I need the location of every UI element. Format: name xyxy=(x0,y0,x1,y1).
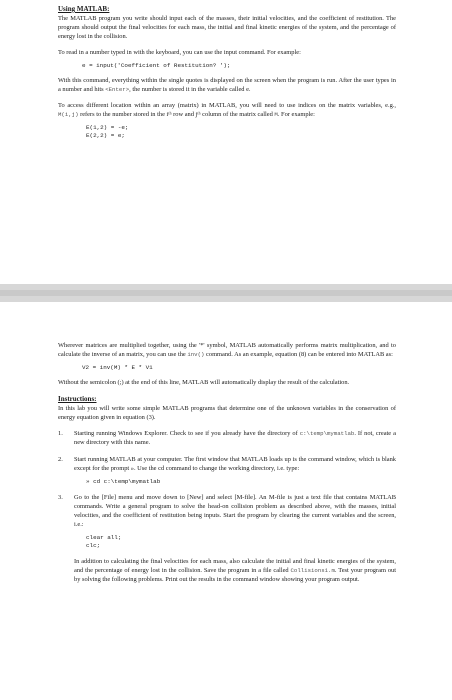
list-item-text: Go to the [File] menu and move down to [New] and select [M-file]. An M-file is just a text file that contains MATLAB commands. Write a general program to solve the head-on collision problem as described above, with the masses, initial velocities, and the coefficient of restitution being inputs. Start the program by clearing the current variables and the screen, i.e.: xyxy=(74,494,396,528)
list-item xyxy=(58,494,396,584)
code-cd-command: » cd c:\temp\mymatlab xyxy=(86,477,161,485)
inline-code-mij: M(i,j) xyxy=(58,110,79,118)
list-item xyxy=(58,456,396,486)
paragraph-input-explanation xyxy=(58,77,396,95)
text-fragment: command. As an example, equation (8) can be entered into MATLAB as: xyxy=(204,350,393,358)
paragraph-matrix-multiplication xyxy=(58,342,396,360)
inline-code-directory: c:\temp\mymatlab xyxy=(299,430,355,438)
page-separator xyxy=(0,284,452,302)
instructions-list xyxy=(58,430,396,584)
text-fragment: . If not, create a new directory with this name. xyxy=(74,430,396,446)
paragraph-input-intro: To read in a number typed in with the keyboard, you can use the input command. For example: xyxy=(58,48,301,56)
list-item-number: 2. xyxy=(58,455,63,463)
text-fragment: . For example: xyxy=(277,110,315,118)
text-fragment: To access different location within an array (matrix) in MATLAB, you will need to use indices on the matrix variables, e.g., xyxy=(58,101,396,109)
text-fragment: Starting running Windows Explorer. Check to see if you already have the directory of xyxy=(74,430,300,438)
text-fragment: With this command, everything within the single quotes is displayed on the screen when the program is run. After the user types in a number and hits xyxy=(58,77,396,94)
inline-code-inv: inv() xyxy=(187,350,205,358)
paragraph-instructions-intro: In this lab you will write some simple MATLAB programs that determine one of the unknown variables in the conservation of energy equation given in equation (3). xyxy=(58,405,396,422)
inline-code-enter: <Enter> xyxy=(105,86,130,94)
list-item-text-continued xyxy=(74,558,396,585)
code-input-example: e = input('Coefficient of Restitution? '); xyxy=(82,61,231,69)
text-fragment: refers to the number stored in the iᵗʰ row and jᵗʰ column of the matrix called xyxy=(78,110,275,118)
list-item xyxy=(58,430,396,448)
page-1 xyxy=(0,0,452,284)
text-fragment: Wherever matrices are multiplied together, using the '*' symbol, MATLAB automatically performs matrix multiplication, and to calculate the inverse of an matrix, you can use the xyxy=(58,342,396,358)
code-equation-8: V2 = inv(M) * E * V1 xyxy=(82,363,153,371)
code-matrix-example: E(1,2) = -e; E(2,2) = e; xyxy=(86,123,129,140)
code-clear-commands: clear all; clc; xyxy=(86,533,122,550)
list-item-text: Start running MATLAB at your computer. The first window that MATLAB loads up is the command window, which is blank except for the prompt ». Use the cd command to change the working directory, i.e. type: xyxy=(74,455,396,472)
inline-code-filename: Collisions1.m xyxy=(290,566,335,574)
list-item-number: 1. xyxy=(58,430,63,438)
list-item-number: 3. xyxy=(58,494,63,502)
text-fragment: . Test your program out by solving the following problems. Print out the results in the command window showing your program output. xyxy=(74,566,396,583)
section-heading-using-matlab: Using MATLAB: xyxy=(58,5,110,13)
text-fragment: In addition to calculating the final velocities for each mass, also calculate the initial and final kinetic energies of the system, and the percentage of energy lost in the collision. Save the program in a file called xyxy=(74,557,396,574)
inline-code-m: M xyxy=(274,110,278,118)
paragraph-matrix-indices xyxy=(58,102,396,120)
section-heading-instructions: Instructions: xyxy=(58,395,97,404)
page-2-content xyxy=(58,342,396,593)
page-2 xyxy=(0,302,452,700)
list-item-text xyxy=(74,430,396,448)
text-fragment: , the number is stored it in the variable called e. xyxy=(129,86,251,94)
page-1-content xyxy=(58,5,396,148)
paragraph-semicolon: Without the semicolon (;) at the end of this line, MATLAB will automatically display the result of the calculation. xyxy=(58,379,350,387)
paragraph-program-requirements: The MATLAB program you write should input each of the masses, their initial velocities, and the coefficient of restitution. The program should output the final velocities for each mass, the initial and final kinetic energies of the system, and the percentage of energy lost in the collision. xyxy=(58,15,396,40)
